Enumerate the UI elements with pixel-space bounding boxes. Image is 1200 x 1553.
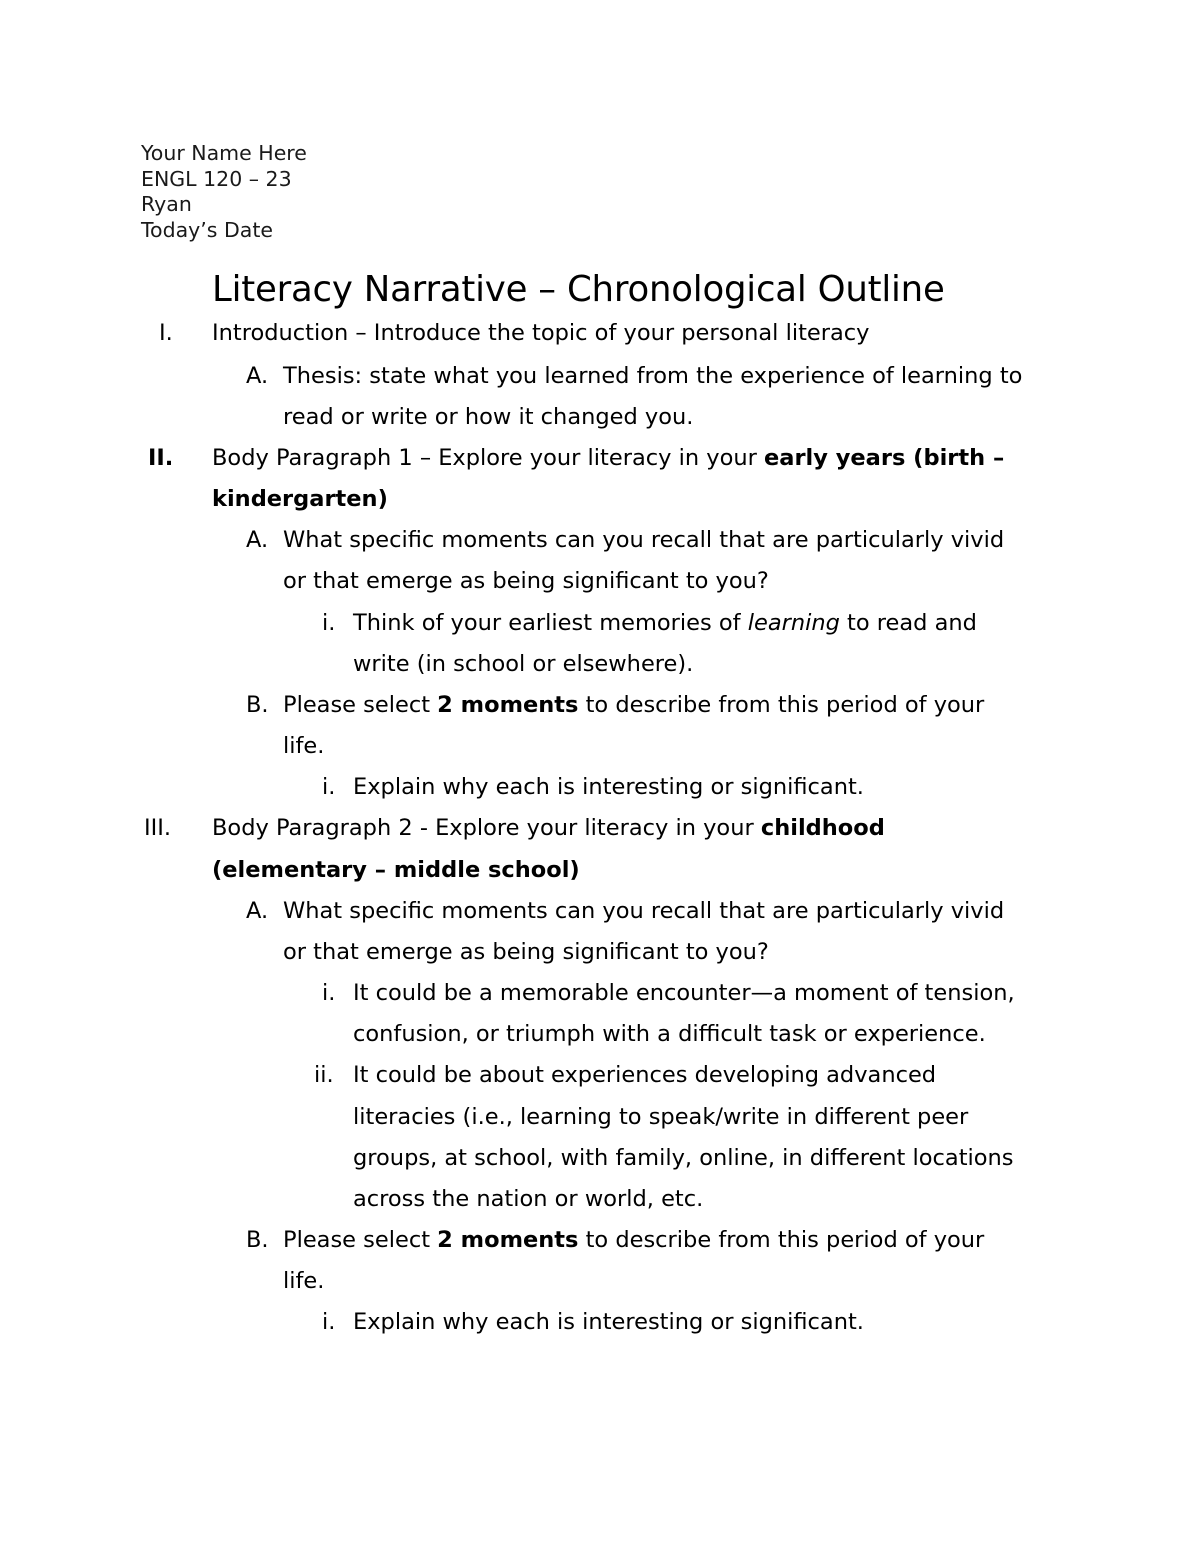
outline-text: literacies (i.e., learning to speak/write in different peer xyxy=(353,1104,969,1130)
instructor-name: Ryan xyxy=(141,192,192,216)
letter-marker: B. xyxy=(246,1227,269,1253)
outline-text: What specific moments can you recall that are particularly vivid xyxy=(283,527,1005,553)
numeral-marker: i. xyxy=(322,980,336,1006)
course-code: ENGL 120 – 23 xyxy=(141,166,292,191)
numeral-marker: i. xyxy=(322,610,336,636)
outline-text: It could be a memorable encounter—a moment of tension, xyxy=(353,980,1015,1006)
outline-text: Body Paragraph 1 – Explore your literacy in your early years (birth – xyxy=(212,445,1005,471)
page-title: Literacy Narrative – Chronological Outline xyxy=(212,269,945,310)
outline-text: Introduction – Introduce the topic of your personal literacy xyxy=(212,320,870,346)
outline-text: Think of your earliest memories of learning to read and xyxy=(353,610,977,636)
letter-marker: A. xyxy=(246,363,269,389)
letter-marker: A. xyxy=(246,527,269,553)
numeral-marker: i. xyxy=(322,774,336,800)
roman-marker: I. xyxy=(159,320,173,346)
roman-marker: III. xyxy=(144,815,172,841)
outline-text: Thesis: state what you learned from the experience of learning to xyxy=(283,363,1023,389)
student-name: Your Name Here xyxy=(141,141,307,165)
date: Today’s Date xyxy=(141,217,273,242)
header-block xyxy=(141,141,307,243)
numeral-marker: ii. xyxy=(314,1062,334,1088)
outline-text: or that emerge as being significant to you? xyxy=(283,568,769,594)
outline-text: kindergarten) xyxy=(212,486,388,512)
outline-text: groups, at school, with family, online, in different locations xyxy=(353,1145,1014,1171)
outline-text: (elementary – middle school) xyxy=(212,857,580,883)
outline-text: across the nation or world, etc. xyxy=(353,1186,704,1212)
outline-text: life. xyxy=(283,1268,325,1294)
outline-text: Explain why each is interesting or significant. xyxy=(353,1309,864,1335)
roman-marker: II. xyxy=(148,445,174,471)
outline-text: It could be about experiences developing advanced xyxy=(353,1062,937,1088)
outline-text: Explain why each is interesting or significant. xyxy=(353,774,864,800)
letter-marker: B. xyxy=(246,692,269,718)
outline-text: What specific moments can you recall that are particularly vivid xyxy=(283,898,1005,924)
outline-text: life. xyxy=(283,733,325,759)
letter-marker: A. xyxy=(246,898,269,924)
outline-text: Please select 2 moments to describe from this period of your xyxy=(283,692,985,718)
outline-text: write (in school or elsewhere). xyxy=(353,651,694,677)
outline-text: or that emerge as being significant to you? xyxy=(283,939,769,965)
numeral-marker: i. xyxy=(322,1309,336,1335)
outline-text: Body Paragraph 2 - Explore your literacy in your childhood xyxy=(212,815,885,841)
outline-text: confusion, or triumph with a difficult task or experience. xyxy=(353,1021,986,1047)
outline-text: Please select 2 moments to describe from this period of your xyxy=(283,1227,985,1253)
outline-text: read or write or how it changed you. xyxy=(283,404,694,430)
